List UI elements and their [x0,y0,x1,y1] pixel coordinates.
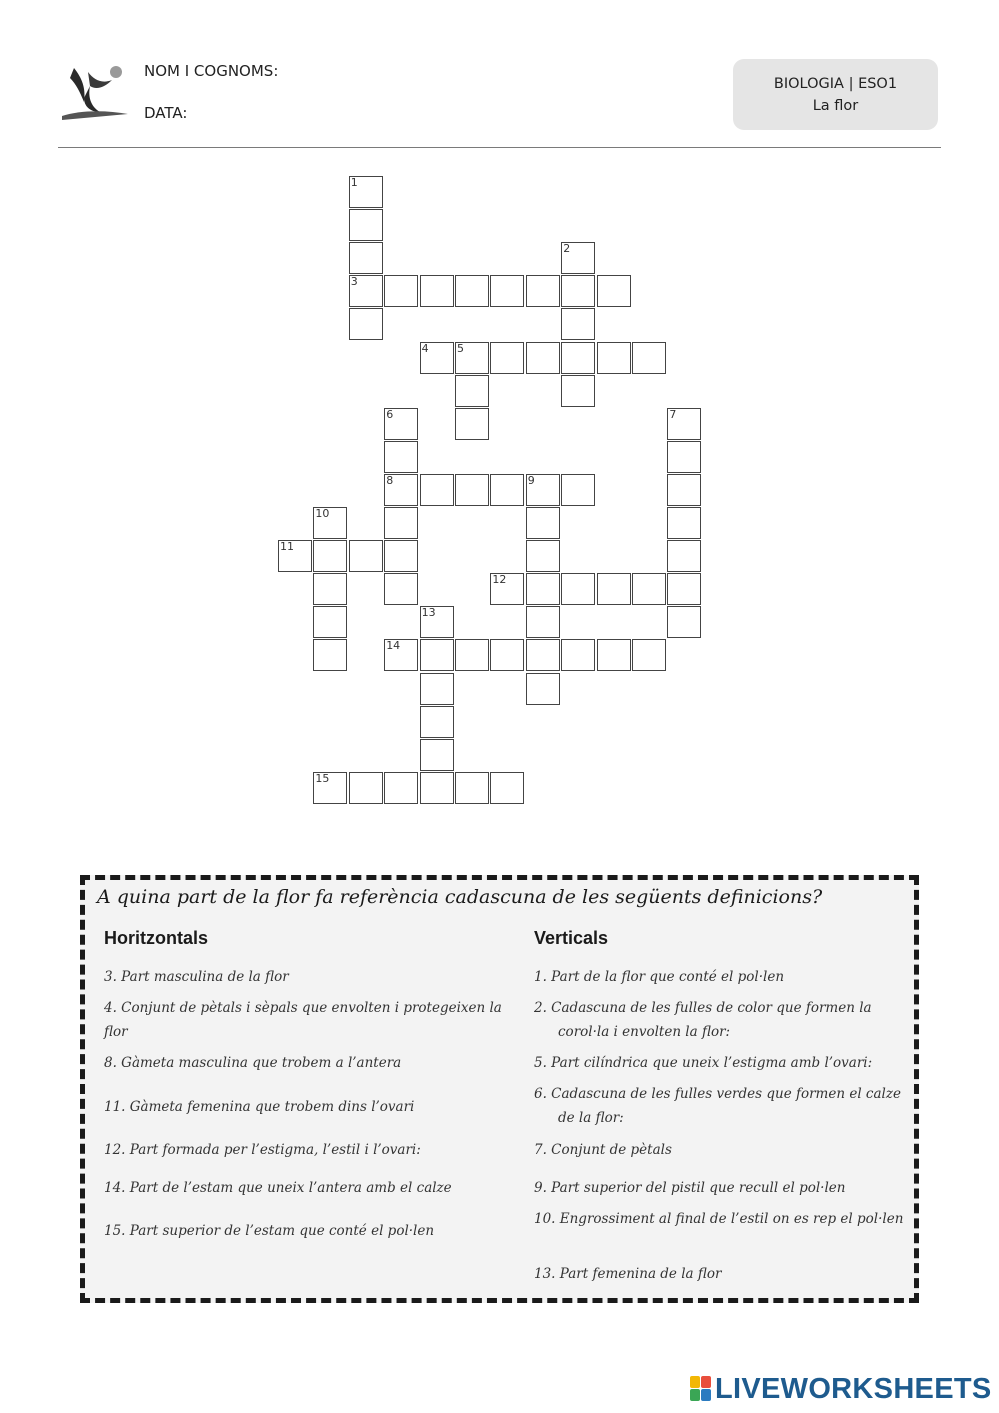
crossword-cell[interactable] [455,639,489,671]
across-heading: Horitzontals [104,928,209,948]
crossword-cell[interactable] [526,342,560,374]
crossword-cell[interactable] [561,308,595,340]
crossword-cell[interactable] [490,342,524,374]
crossword-cell[interactable] [455,474,489,506]
crossword-cell[interactable] [561,639,595,671]
clues-title: A quina part de la flor fa referència cadascuna de les següents definicions? [97,886,823,908]
crossword-cell[interactable] [597,573,631,605]
crossword-cell[interactable] [490,639,524,671]
crossword-cell[interactable] [597,639,631,671]
crossword-cell[interactable] [313,540,347,572]
crossword-cell[interactable] [526,540,560,572]
subject-line: BIOLOGIA | ESO1 [773,75,898,92]
crossword-cell[interactable] [632,573,666,605]
down-clue: 10. Engrossiment al final de l’estil on es rep el pol·len [534,1211,904,1227]
crossword-cell[interactable] [455,275,489,307]
crossword-cell[interactable] [667,408,701,440]
crossword-cell[interactable] [384,573,418,605]
crossword-cell[interactable] [384,275,418,307]
clue-number: 2 [563,242,571,256]
crossword-cell[interactable] [384,507,418,539]
crossword-cell[interactable] [420,639,454,671]
crossword-cell[interactable] [526,474,560,506]
topic-line: La flor [812,97,859,114]
clue-number: 15 [315,771,330,785]
clue-number: 10 [315,507,330,520]
down-clue: 5. Part cilíndrica que uneix l’estigma amb l’ovari: [534,1055,873,1071]
crossword-cell[interactable] [490,474,524,506]
clue-number: 7 [669,407,677,421]
crossword-cell[interactable] [349,209,383,241]
crossword-cell[interactable] [349,176,383,208]
crossword-cell[interactable] [667,441,701,473]
clue-number: 13 [421,606,436,620]
down-clue: 6. Cadascuna de les fulles verdes que formen el calze de la flor: [534,1086,901,1126]
crossword-cell[interactable] [597,342,631,374]
crossword-cell[interactable] [526,639,560,671]
crossword-cell[interactable] [632,342,666,374]
clue-number: 6 [386,407,394,421]
crossword-cell[interactable] [349,540,383,572]
crossword-cell[interactable] [313,772,347,804]
down-clue: 13. Part femenina de la flor [534,1266,722,1282]
crossword-cell[interactable] [490,275,524,307]
down-clue: 2. Cadascuna de les fulles de color que formen la corol·la i envolten la flor: [534,1000,872,1040]
crossword-cell[interactable] [455,375,489,407]
clue-number: 1 [350,176,358,189]
crossword-cell[interactable] [561,474,595,506]
crossword-cell[interactable] [455,772,489,804]
crossword-cell[interactable] [349,308,383,340]
across-clue: 4. Conjunt de pètals i sèpals que envolten i protegeixen la flor [104,1000,502,1040]
clue-number: 14 [386,639,401,653]
crossword-cell[interactable] [561,275,595,307]
clue-number: 12 [492,573,507,587]
down-clue: 7. Conjunt de pètals [534,1142,672,1158]
crossword-cell[interactable] [667,540,701,572]
clue-number: 5 [457,341,464,355]
across-clue: 14. Part de l’estam que uneix l’antera amb el calze [104,1180,452,1196]
crossword-cell[interactable] [349,275,383,307]
crossword-cell[interactable] [384,772,418,804]
across-clue: 8. Gàmeta masculina que trobem a l’antera [104,1055,402,1071]
crossword-cell[interactable] [420,606,454,638]
crossword-cell[interactable] [667,507,701,539]
crossword-cell[interactable] [420,673,454,705]
crossword-cell[interactable] [526,673,560,705]
crossword-cell[interactable] [384,540,418,572]
crossword-cell[interactable] [384,639,418,671]
crossword-cell[interactable] [349,242,383,274]
clue-number: 8 [386,473,394,487]
crossword-cell[interactable] [278,540,312,572]
down-heading: Verticals [534,928,609,948]
crossword-cell[interactable] [490,573,524,605]
crossword-cell[interactable] [561,375,595,407]
down-clue: 1. Part de la flor que conté el pol·len [534,969,785,985]
across-clue: 12. Part formada per l’estigma, l’estil i l’ovari: [104,1142,421,1158]
brand-text: LIVEWORKSHEETS [715,1372,992,1405]
crossword-cell[interactable] [667,606,701,638]
crossword-cell[interactable] [420,706,454,738]
crossword-cell[interactable] [561,242,595,274]
crossword-cell[interactable] [420,474,454,506]
crossword-cell[interactable] [597,275,631,307]
crossword-cell[interactable] [349,772,383,804]
crossword-cell[interactable] [313,573,347,605]
across-clue: 11. Gàmeta femenina que trobem dins l’ovari [104,1099,415,1115]
crossword-cell[interactable] [632,639,666,671]
crossword-cell[interactable] [420,275,454,307]
crossword-cell[interactable] [420,739,454,771]
crossword-cell[interactable] [313,606,347,638]
crossword-cell[interactable] [384,441,418,473]
liveworksheets-logo-icon [690,1376,712,1402]
down-clue: 9. Part superior del pistil que recull el pol·len [534,1180,846,1196]
across-clue: 15. Part superior de l’estam que conté el pol·len [104,1223,435,1239]
crossword-cell[interactable] [384,408,418,440]
crossword-cell[interactable] [455,342,489,374]
date-label: DATA: [144,104,188,122]
name-label: NOM I COGNOMS: [144,62,279,80]
crossword-cell[interactable] [313,507,347,539]
crossword-cell[interactable] [667,573,701,605]
crossword-cell[interactable] [455,408,489,440]
clue-number: 3 [350,275,358,289]
crossword-cell[interactable] [667,474,701,506]
clue-number: 9 [527,473,535,487]
crossword-cell[interactable] [420,342,454,374]
crossword-cell[interactable] [526,507,560,539]
clue-number: 4 [421,341,429,355]
across-clue: 3. Part masculina de la flor [104,969,289,985]
crossword-cell[interactable] [526,275,560,307]
crossword-cell[interactable] [420,772,454,804]
crossword-cell[interactable] [561,573,595,605]
crossword-cell[interactable] [313,639,347,671]
liveworksheets-brand [690,1372,992,1406]
clue-number: 11 [280,540,294,554]
crossword-cell[interactable] [490,772,524,804]
crossword-cell[interactable] [384,474,418,506]
crossword-cell[interactable] [526,573,560,605]
clues-panel [80,875,919,1303]
crossword-cell[interactable] [561,342,595,374]
crossword-cell[interactable] [526,606,560,638]
